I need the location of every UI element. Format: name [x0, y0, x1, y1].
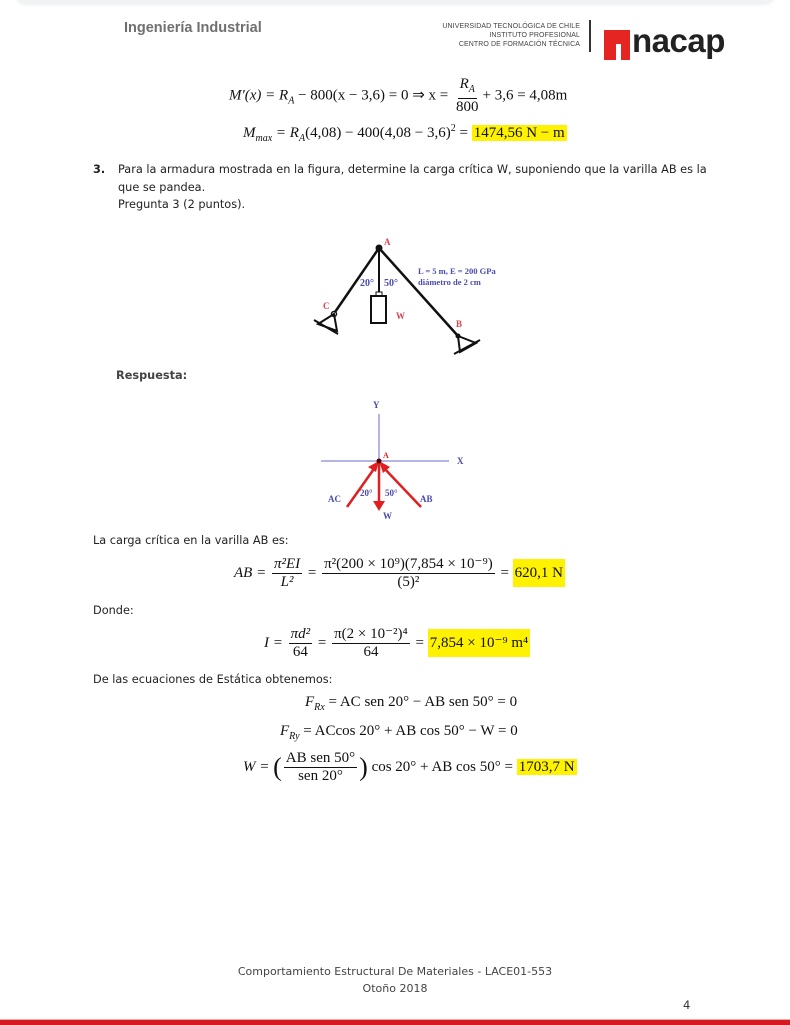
label-b: B — [456, 319, 463, 329]
angle-50: 50° — [384, 278, 398, 289]
weight-block — [371, 296, 386, 323]
header-separator — [589, 20, 591, 52]
y-axis-label: Y — [373, 400, 380, 410]
logo-text: nacap — [632, 22, 725, 59]
institution-line: CENTRO DE FORMACIÓN TÉCNICA — [458, 41, 580, 48]
mmax-result: 1474,56 N − m — [473, 125, 565, 141]
question-number: 3. — [93, 163, 106, 176]
footer-red-line — [0, 1019, 790, 1025]
donde-label: Donde: — [93, 604, 134, 617]
question-text: Para la armadura mostrada en la figura, determine la carga crítica W, suponiendo que la varilla AB es la que se pandea. Pregunta 3 (2 puntos). — [118, 161, 718, 214]
critical-load-result: 620,1 N — [513, 559, 565, 587]
label-a: A — [384, 237, 391, 247]
label-w: W — [396, 311, 405, 321]
question-points: Pregunta 3 (2 puntos). — [118, 198, 246, 211]
angle-20: 20° — [360, 278, 374, 289]
critical-load-equation: AB = $\frac{\text{π²EI}}{\text{L²}}$ = $\frac{\text{π²(200 × 10⁹)(7,854 × 10⁻⁹)}}{\text{(5)²}}$ = 620,1 N — [234, 556, 564, 590]
page-number: 4 — [683, 998, 691, 1012]
point-a-label: A — [383, 451, 389, 460]
truss-diagram — [300, 230, 530, 370]
specs-line-2: diámetro de 2 cm — [418, 277, 481, 287]
answer-label: Respuesta: — [116, 369, 188, 382]
institution-line: INSTITUTO PROFESIONAL — [489, 32, 580, 39]
footer-term: Otoño 2018 — [362, 982, 428, 995]
institution-line: UNIVERSIDAD TECNOLÓGICA DE CHILE — [442, 23, 580, 30]
top-bar — [14, 0, 776, 4]
inertia-result: 7,854 × 10⁻⁹ m⁴ — [428, 629, 531, 657]
institution-name — [442, 22, 580, 49]
statics-intro: De las ecuaciones de Estática obtenemos: — [93, 673, 333, 686]
derivative-equation: $M'(x) = R_A - 800(x - 3,6) = 0$ ⇒ x = $\frac{R_A}{800}$ + 3,6 = 4,08m — [229, 76, 568, 115]
member-ab — [379, 248, 458, 336]
label-ac: AC — [328, 494, 341, 504]
sum-fx-equation: $F_{Rx}$ = AC sen 20° − AB sen 50° = 0 — [305, 694, 518, 713]
w-result: 1703,7 N — [518, 758, 575, 775]
label-c: C — [323, 301, 330, 311]
inertia-equation: I = $\frac{\text{πd²}}{64}$ = $\frac{\text{π(2 × 10⁻²)⁴}}{64}$ = 7,854 × 10⁻⁹ m⁴ — [264, 626, 529, 660]
x-axis-label: X — [457, 456, 464, 466]
mmax-equation: $M_{max} = R_A(4,08) - 400(4,08 - 3,6)^2 = 1474,56$ N − m — [243, 123, 565, 144]
inacap-logo — [604, 20, 725, 60]
w-equation: W = ( $\frac{\text{AB sen 50°}}{\text{sen 20°}}$ ) cos 20° + AB cos 50° = 1703,7 N — [243, 750, 575, 784]
footer-course: Comportamiento Estructural De Materiales - LACE01-553 — [237, 965, 553, 978]
sum-fy-equation: $F_{Ry} = ACcos$ 20° + AB cos 50° − W = 0 — [280, 723, 518, 742]
logo-red-block — [604, 30, 630, 60]
label-ab: AB — [420, 494, 433, 504]
joint-a — [376, 245, 383, 252]
force-ac-arrow — [347, 466, 376, 507]
label-w: W — [383, 511, 392, 521]
header-title: Ingeniería Industrial — [124, 20, 262, 36]
angle-50: 50° — [385, 488, 398, 498]
force-ab-arrow — [383, 467, 421, 507]
free-body-diagram — [310, 390, 480, 525]
question-3 — [93, 161, 105, 179]
critical-load-intro: La carga crítica en la varilla AB es: — [93, 534, 289, 547]
angle-20: 20° — [360, 488, 373, 498]
specs-line-1: L = 5 m, E = 200 GPa — [418, 266, 496, 276]
